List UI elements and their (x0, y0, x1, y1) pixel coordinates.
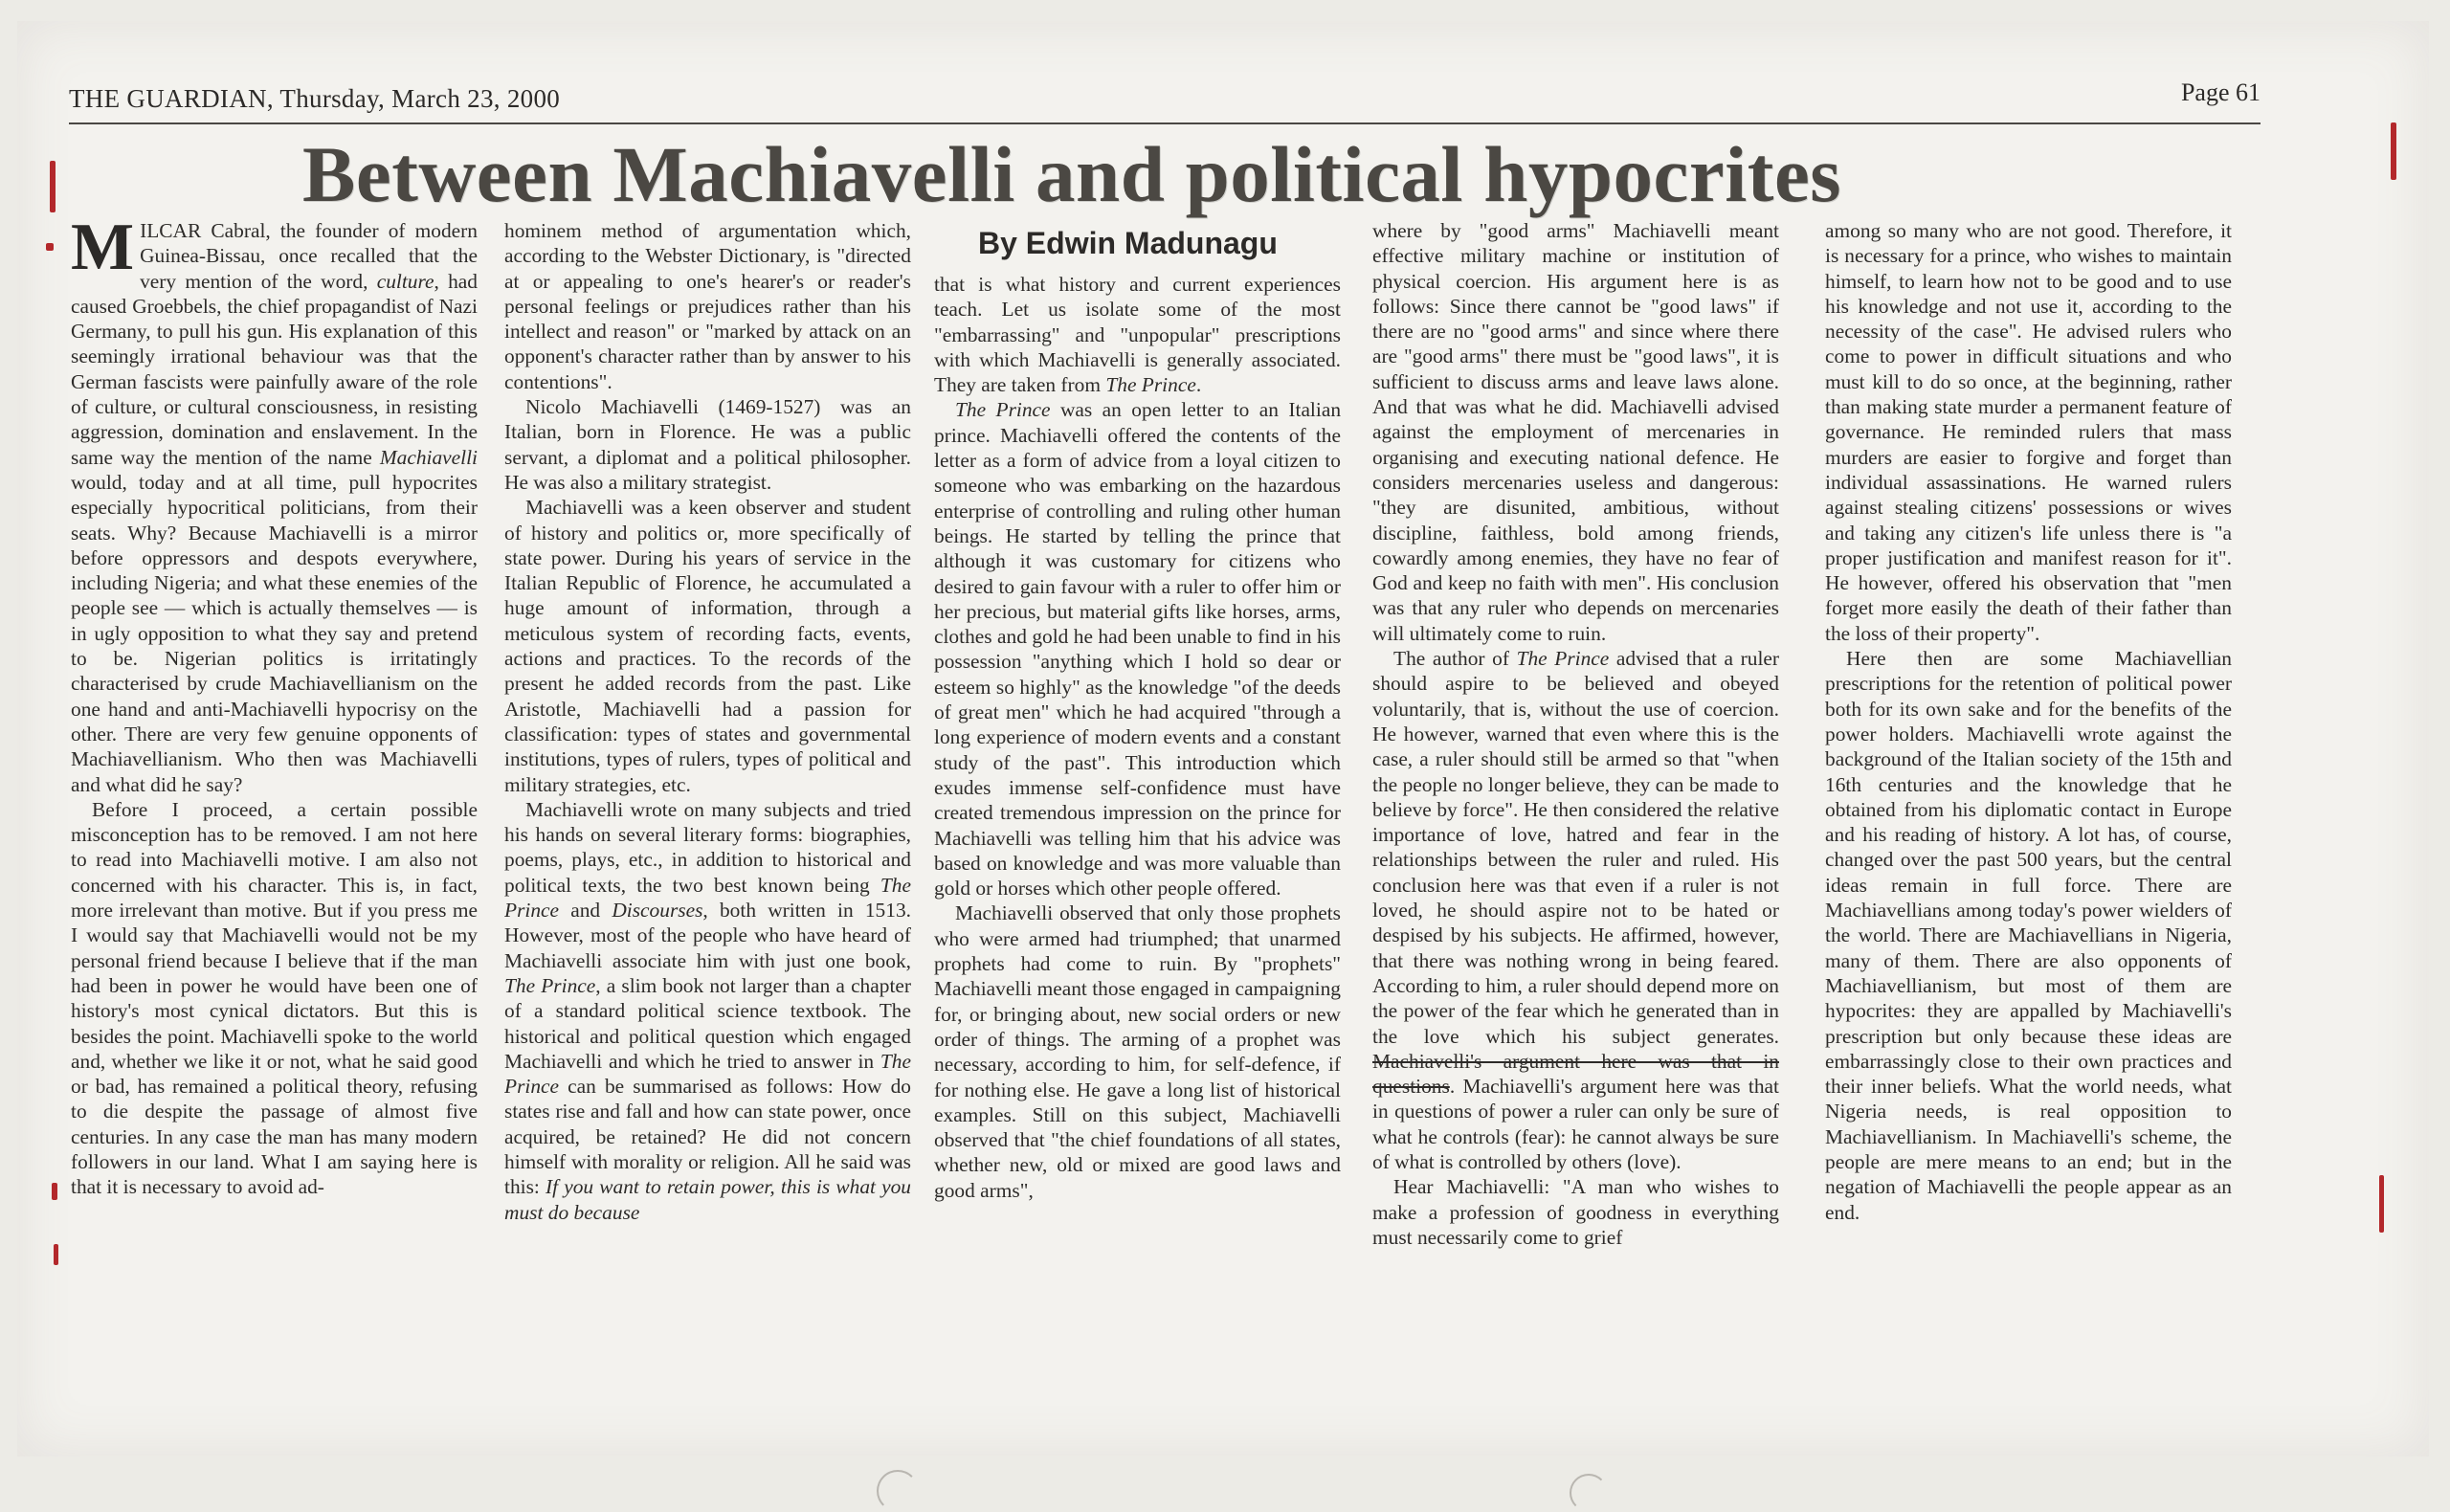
punch-hole (877, 1470, 919, 1512)
article-paragraph: hominem method of argumentation which, according to the Webster Dictionary, is "directed at or appealing to one's hearer's or reader's personal feelings or prejudices rather than his intellect and reason" or "marked by attack on an opponent's character rather than by answer to his contentions". (504, 219, 911, 393)
staple-mark (2391, 122, 2396, 180)
article-paragraph: among so many who are not good. Therefore, it is necessary for a prince, who wishes to maintain himself, to learn how not to be good and to use his knowledge and not use it, according to the necessity of the case". He advised rulers who come to power in difficult situations and who must kill to do so once, at the beginning, rather than making state murder a permanent feature of governance. He reminded rulers that mass murders are easier to forgive and forget than individual assassinations. He warned rulers against stealing citizens' possessions or wives and taking any citizen's life unless there is "a proper justification and manifest reason for it". He however, offered his observation that "men forget more easily the death of their father than the loss of their property". (1825, 219, 2232, 645)
drop-cap: M (71, 218, 135, 284)
article-paragraph: Here then are some Machiavellian prescriptions for the retention of political power both for its own sake and for the benefits of the power holders. Machiavelli wrote against the background of the Italian society of the 15th and 16th centuries and the knowledge that he obtained from his diplomatic contact in Europe and his reading of history. A lot has, of course, changed over the past 500 years, but the central ideas remain in full force. There are Machiavellians among today's power wielders of the world. There are Machiavellians in Nigeria, many of them. There are also opponents of Machiavellianism, but most of them are hypocrites: they are appalled by Machiavelli's prescription but only because these ideas are embarrassingly close to their own practices and their inner beliefs. What the world needs, what Nigeria needs, is real opposition to Machiavellianism. In Machiavelli's scheme, the people are mere means to an end; but in the negation of Machiavelli the people appear as an end. (1825, 647, 2232, 1224)
article-paragraph: The author of The Prince advised that a ruler should aspire to be believed and obeyed voluntarily, that is, without the use of coercion. He however, warned that even where this is the case, a ruler should still be armed so that "when the people no longer believe, they can be made to believe by force". He then considered the relative importance of love, hatred and fear in the relationships between the ruler and ruled. His conclusion here was that even if a ruler is not loved, he should aspire not to be hated or despised by his subjects. He affirmed, however, that there was nothing wrong in being feared. According to him, a ruler should depend more on the power of the fear which he generated than in the love which his subject generates. Machiavelli's argument here was that in questions. Machiavelli's argument here was that in questions of power a ruler can only be sure of what he controls (fear): he cannot always be sure of what is controlled by others (love). (1372, 647, 1779, 1173)
article-paragraph: that is what history and current experiences teach. Let us isolate some of the most "embarrassing" and "unpopular" prescriptions with which Machiavelli is generally associated. They are taken from The Prince. (934, 273, 1341, 397)
article-paragraph: Machiavelli was a keen observer and student of history and politics or, more specifically of state power. During his years of service in the Italian Republic of Florence, he accumulated a huge amount of information, through a meticulous system of recording facts, events, actions and practices. To the records of the present he added records from the past. Like Aristotle, Machiavelli had a passion for classification: types of states and governmental institutions, types of rulers, types of political and military strategies, etc. (504, 496, 911, 796)
article-headline: Between Machiavelli and political hypocrites (302, 130, 1842, 218)
article-column-5 (1825, 218, 2232, 1405)
staple-mark (50, 161, 56, 212)
article-paragraph: Machiavelli wrote on many subjects and tried his hands on several literary forms: biographies, poems, plays, etc., in addition to historical and political texts, the two best known being The Prince and Discourses, both written in 1513. However, most of the people who have heard of Machiavelli associate him with just one book, The Prince, a slim book not larger than a chapter of a standard political science textbook. The historical and political question which engaged Machiavelli and which he tried to answer in The Prince can be summarised as follows: How do states rise and fall and how can state power, once acquired, be retained? He did not concern himself with morality or religion. All he said was this: If you want to retain power, this is what you must do because (504, 797, 911, 1224)
article-byline: By Edwin Madunagu (978, 226, 1278, 260)
article-paragraph: Machiavelli observed that only those prophets who were armed had triumphed; that unarmed prophets had come to ruin. By "prophets" Machiavelli meant those engaged in campaigning for, or bringing about, new social orders or new order of things. The arming of a prophet was necessary, according to him, for self-defence, if for nothing else. He gave a long list of historical examples. Still on this subject, Machiavelli observed that "the chief foundations of all states, whether new, old or mixed are good laws and good arms", (934, 901, 1341, 1202)
newspaper-header (69, 78, 2261, 124)
article-paragraph: The Prince was an open letter to an Italian prince. Machiavelli offered the contents of the letter as a form of advice from a loyal citizen to someone who was embarking on the hazardous enterprise of controlling and ruling other human beings. He started by telling the prince that although it was customary for citizens who desired to gain favour with a ruler to offer him or her precious, but material gifts like horses, arms, clothes and gold he had been unable to find in his possession "anything which I hold so dear or esteem so highly" as the knowledge "of the deeds of great men" which he had acquired "through a long experience of modern events and a constant study of the past". This introduction which exudes immense self-confidence must have created tremendous impression on the prince for Machiavelli was telling him that his advice was based on knowledge and was more valuable than gold or horses which other people offered. (934, 398, 1341, 901)
article-paragraph: Before I proceed, a certain possible misconception has to be removed. I am not here to read into Machiavelli motive. I am also not concerned with his character. This is, in fact, more irrelevant than motive. But if you press me I would say that Machiavelli would not be my personal friend because I believe that if the man had been in power he would have been one of history's most cynical dictators. But this is besides the point. Machiavelli spoke to the world and, whether we like it or not, what he said good or bad, has remained a political theory, refusing to die despite the passage of almost five centuries. In any case the man has many modern followers in our land. What I am saying here is that it is necessary to avoid ad- (71, 797, 478, 1199)
article-paragraph: ILCAR Cabral, the founder of modern Guinea-Bissau, once recalled that the very mention of the word, culture, had caused Groebbels, the chief propagandist of Nazi Germany, to pull his gun. His explanation of this seemingly irrational behaviour was that the German fascists were painfully aware of the role of culture, or cultural consciousness, in resisting aggression, domination and enslavement. In the same way the mention of the name Machiavelli would, today and at all time, pull hypocrites especially hypocritical politicians, from their seats. Why? Because Machiavelli is a mirror before oppressors and despots everywhere, including Nigeria; and what these enemies of the people see — which is actually themselves — is in ugly opposition to what they say and pretend to be. Nigerian politics is irritatingly characterised by crude Machiavellianism on the one hand and anti-Machiavelli hypocrisy on the other. There are very few genuine opponents of Machiavellianism. Who then was Machiavelli and what did he say? (71, 219, 478, 796)
article-paragraph: Hear Machiavelli: "A man who wishes to make a profession of goodness in everything must necessarily come to grief (1372, 1175, 1779, 1249)
staple-mark (2379, 1175, 2384, 1233)
staple-mark (52, 1183, 57, 1200)
article-column-2 (504, 218, 911, 1405)
page-number: Page 61 (2180, 78, 2261, 106)
article-paragraph: where by "good arms" Machiavelli meant effective military machine or institution of physical coercion. His argument here is as follows: Since there cannot be "good laws" if there are no "good arms" and since where there are "good arms" there must be "good laws", it is sufficient to discuss arms and leave laws alone. And that was what he did. Machiavelli advised against the employment of mercenaries in organising and executing national defence. He considers mercenaries useless and dangerous: "they are disunited, ambitious, without discipline, faithless, bold among friends, cowardly among enemies, they have no fear of God and keep no faith with men". His conclusion was that any ruler who depends on mercenaries will ultimately come to ruin. (1372, 219, 1779, 645)
paper-name-date: THE GUARDIAN, Thursday, March 23, 2000 (69, 84, 561, 113)
staple-mark (46, 243, 54, 251)
article-column-1 (71, 218, 478, 1405)
staple-mark (54, 1244, 58, 1265)
article-column-4 (1372, 218, 1779, 1405)
article-column-3 (934, 272, 1341, 1411)
punch-hole (1570, 1474, 1608, 1512)
article-paragraph: Nicolo Machiavelli (1469-1527) was an Italian, born in Florence. He was a public servant, a diplomat and a political philosopher. He was also a military strategist. (504, 395, 911, 494)
